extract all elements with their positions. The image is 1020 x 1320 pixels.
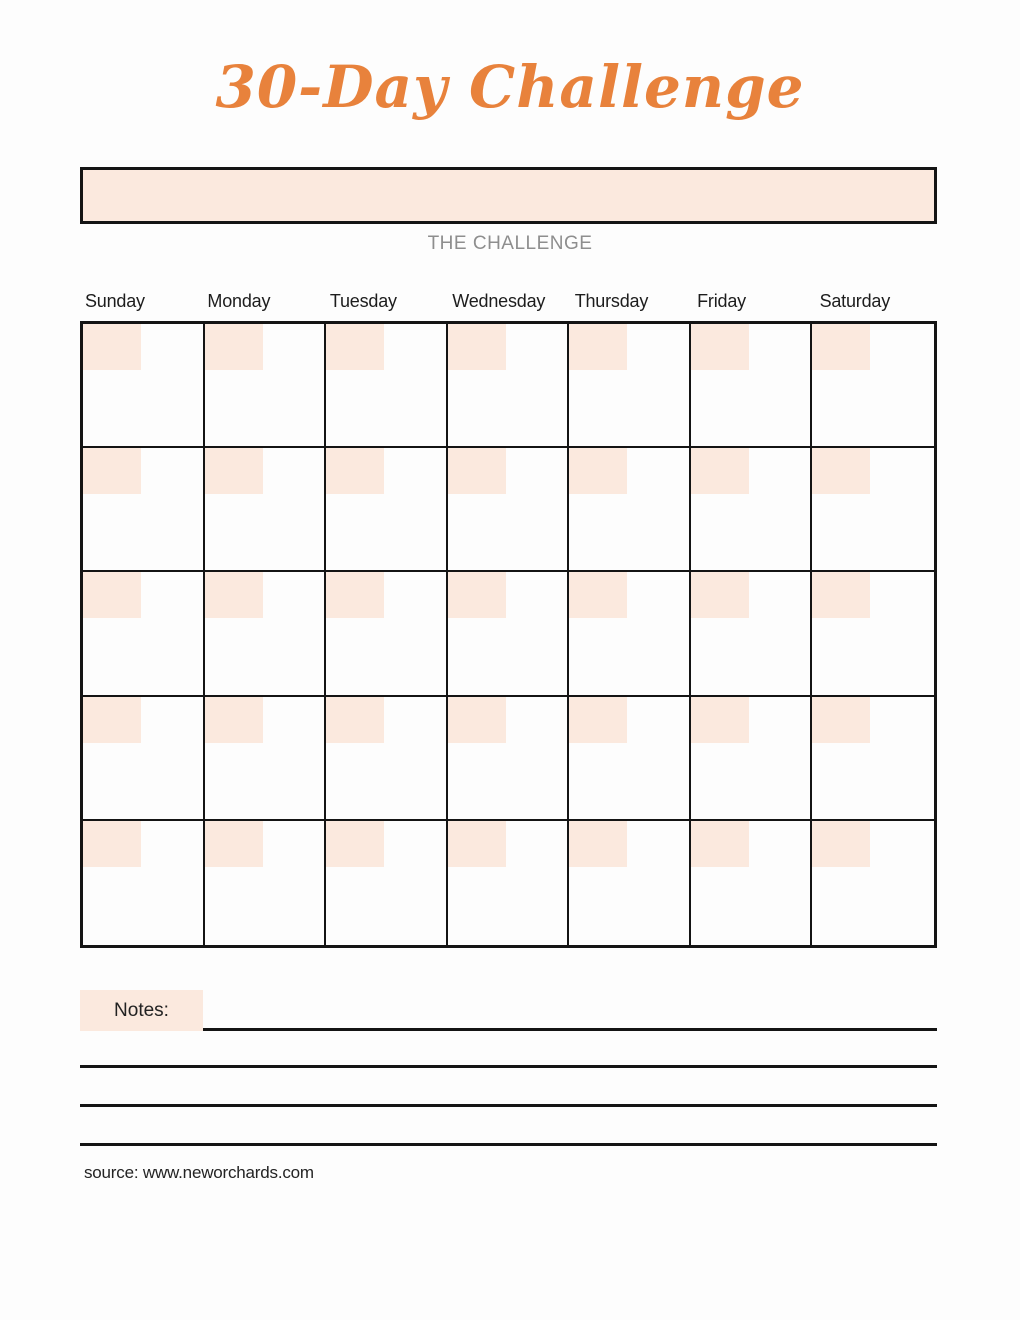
day-header-thursday: Thursday xyxy=(574,291,649,311)
day-number-box xyxy=(326,324,384,370)
day-header-friday: Friday xyxy=(697,291,746,311)
calendar-cell[interactable] xyxy=(448,821,570,945)
day-number-box xyxy=(569,448,627,494)
calendar-cell[interactable] xyxy=(448,697,570,821)
day-number-box xyxy=(569,324,627,370)
calendar-cell[interactable] xyxy=(326,572,448,696)
calendar-cell[interactable] xyxy=(83,324,205,448)
challenge-title-input-box[interactable] xyxy=(80,167,937,224)
calendar-cell[interactable] xyxy=(812,324,934,448)
day-number-box xyxy=(812,697,870,743)
day-header-tuesday: Tuesday xyxy=(329,291,397,311)
day-number-box xyxy=(205,448,263,494)
calendar-cell[interactable] xyxy=(205,448,327,572)
notes-input-line[interactable] xyxy=(80,1143,937,1146)
day-number-box xyxy=(691,324,749,370)
calendar-cell[interactable] xyxy=(205,324,327,448)
day-header-monday: Monday xyxy=(207,291,271,311)
day-header-sunday: Sunday xyxy=(85,291,145,311)
day-number-box xyxy=(83,821,141,867)
notes-input-line[interactable] xyxy=(203,1028,937,1031)
day-number-box xyxy=(569,821,627,867)
day-number-box xyxy=(326,697,384,743)
calendar-grid xyxy=(80,321,937,948)
calendar-cell[interactable] xyxy=(326,821,448,945)
day-number-box xyxy=(326,448,384,494)
calendar-cell[interactable] xyxy=(691,324,813,448)
calendar-cell[interactable] xyxy=(83,448,205,572)
day-number-box xyxy=(691,697,749,743)
day-number-box xyxy=(448,572,506,618)
calendar-cell[interactable] xyxy=(569,448,691,572)
calendar-cell[interactable] xyxy=(569,697,691,821)
day-header-saturday: Saturday xyxy=(819,291,891,311)
notes-label: Notes: xyxy=(80,990,203,1031)
day-number-box xyxy=(205,572,263,618)
calendar-cell[interactable] xyxy=(83,821,205,945)
calendar-cell[interactable] xyxy=(812,572,934,696)
day-number-box xyxy=(83,572,141,618)
day-number-box xyxy=(812,448,870,494)
calendar-cell[interactable] xyxy=(83,697,205,821)
day-number-box xyxy=(83,697,141,743)
day-number-box xyxy=(691,572,749,618)
day-number-box xyxy=(205,324,263,370)
calendar-cell[interactable] xyxy=(569,821,691,945)
day-number-box xyxy=(448,697,506,743)
day-number-box xyxy=(83,324,141,370)
calendar-cell[interactable] xyxy=(205,697,327,821)
calendar-cell[interactable] xyxy=(326,697,448,821)
day-number-box xyxy=(205,697,263,743)
calendar-cell[interactable] xyxy=(205,821,327,945)
calendar-cell[interactable] xyxy=(83,572,205,696)
calendar-cell[interactable] xyxy=(569,324,691,448)
notes-input-line[interactable] xyxy=(80,1065,937,1068)
day-number-box xyxy=(812,324,870,370)
calendar-cell[interactable] xyxy=(691,697,813,821)
calendar-cell[interactable] xyxy=(812,821,934,945)
calendar-cell[interactable] xyxy=(812,448,934,572)
day-number-box xyxy=(83,448,141,494)
calendar-cell[interactable] xyxy=(448,448,570,572)
day-number-box xyxy=(569,697,627,743)
day-number-box xyxy=(691,821,749,867)
day-number-box xyxy=(205,821,263,867)
notes-input-line[interactable] xyxy=(80,1104,937,1107)
subtitle-label: THE CHALLENGE xyxy=(427,233,593,254)
day-header-wednesday: Wednesday xyxy=(452,291,546,311)
calendar-cell[interactable] xyxy=(448,572,570,696)
day-number-box xyxy=(812,572,870,618)
day-number-box xyxy=(691,448,749,494)
calendar-cell[interactable] xyxy=(691,448,813,572)
calendar-cell[interactable] xyxy=(448,324,570,448)
page-title: 30-Day Challenge xyxy=(215,53,805,121)
day-number-box xyxy=(326,572,384,618)
day-number-box xyxy=(448,448,506,494)
day-header-row xyxy=(80,291,937,319)
calendar-cell[interactable] xyxy=(569,572,691,696)
day-number-box xyxy=(448,324,506,370)
calendar-cell[interactable] xyxy=(205,572,327,696)
calendar-cell[interactable] xyxy=(691,821,813,945)
source-attribution: source: www.neworchards.com xyxy=(84,1163,314,1182)
day-number-box xyxy=(569,572,627,618)
calendar-cell[interactable] xyxy=(691,572,813,696)
calendar-cell[interactable] xyxy=(326,448,448,572)
day-number-box xyxy=(812,821,870,867)
calendar-cell[interactable] xyxy=(812,697,934,821)
day-number-box xyxy=(326,821,384,867)
calendar-cell[interactable] xyxy=(326,324,448,448)
day-number-box xyxy=(448,821,506,867)
